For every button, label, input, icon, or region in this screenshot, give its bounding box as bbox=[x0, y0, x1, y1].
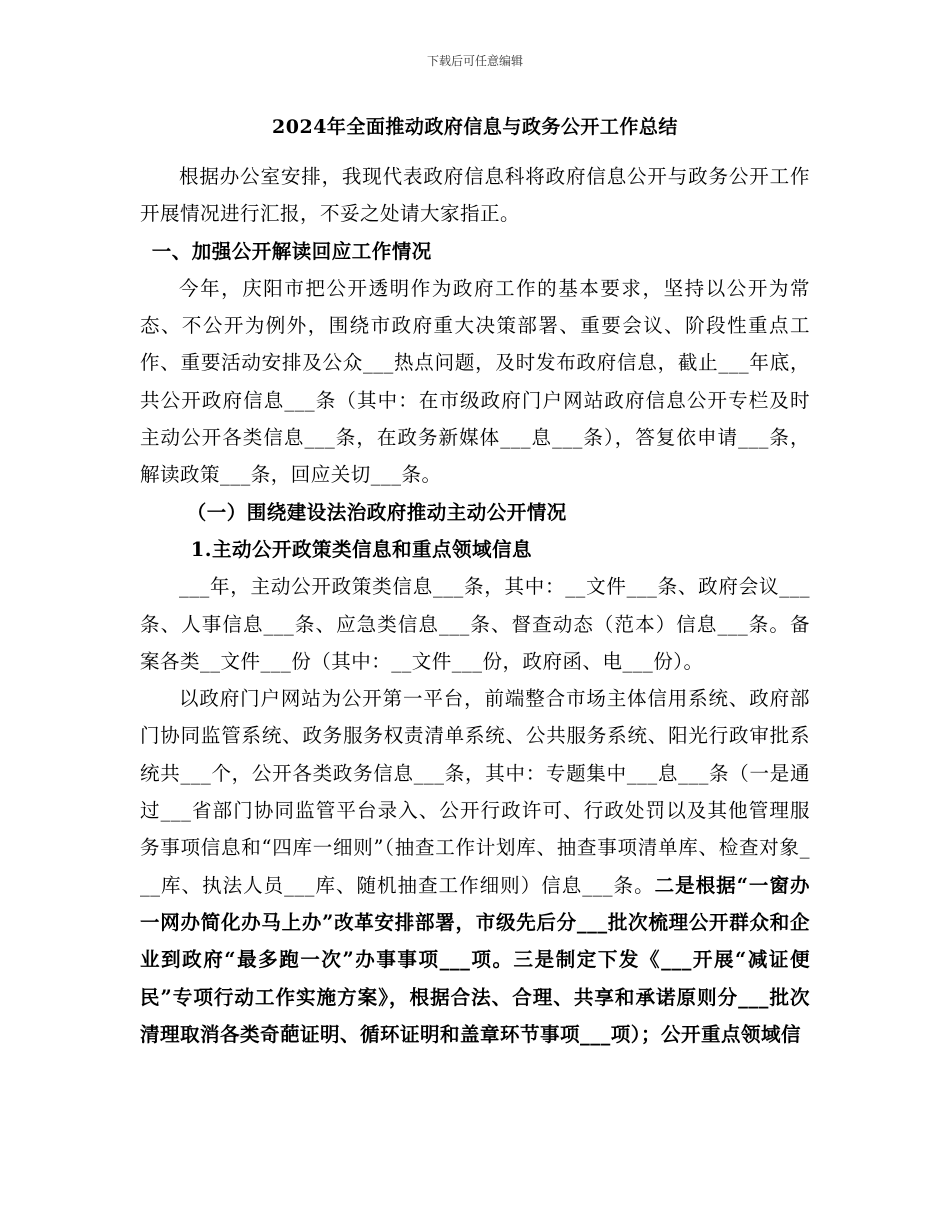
platform-paragraph-tail: 公开重点领域信 bbox=[661, 1022, 802, 1046]
section-1-paragraph: 今年，庆阳市把公开透明作为政府工作的基本要求，坚持以公开为常态、不公开为例外，围绕市政府重大决策部署、重要会议、阶段性重点工作、重要活动安排及公众___热点问题，及时发布政府信息，截止___年底，共公开政府信息___条（其中：在市级政府门户网站政府信息公开专栏及时主动公开各类信息___条，在政务新媒体___息___条），答复依申请___条，解读政策___条，回应关切___条。 bbox=[140, 276, 810, 487]
header-note: 下载后可任意编辑 bbox=[426, 54, 523, 68]
platform-paragraph-bold: 二是根据“一窗办一网办简化办马上办”改革安排部署，市级先后分___批次梳理公开群众和企业到政府“最多跑一次”办事事项___项。三是制定下发《___开展“减证便民”专项行动工作实施方案》，根据合法、合理、共享和承诺原则分___批次清理取消各类奇葩证明、循环证明和盖章环节事项___项）； bbox=[140, 873, 810, 1046]
section-heading-1: 一、加强公开解读回应工作情况 bbox=[151, 239, 432, 263]
item-heading: 1.主动公开政策类信息和重点领域信息 bbox=[190, 537, 533, 561]
document-body bbox=[140, 158, 810, 1053]
document-title: 2024年全面推动政府信息与政务公开工作总结 bbox=[272, 116, 678, 138]
platform-paragraph bbox=[140, 680, 810, 1053]
item-paragraph: ___年，主动公开政策类信息___条，其中：__文件___条、政府会议___条、人事信息___条、应急类信息___条、督查动态（范本）信息___条。备案各类__文件___份（其中：__文件___份，政府函、电___份）。 bbox=[140, 575, 810, 673]
subsection-heading: （一）围绕建设法治政府推动主动公开情况 bbox=[186, 500, 567, 524]
platform-paragraph-normal: 以政府门户网站为公开第一平台，前端整合市场主体信用系统、政府部门协同监管系统、政务服务权责清单系统、公共服务系统、阳光行政审批系统共___个，公开各类政务信息___条，其中：专题集中___息___条（一是通过___省部门协同监管平台录入、公开行政许可、行政处罚以及其他管理服务事项信息和“四库一细则”（抽查工作计划库、抽查事项清单库、检查对象___库、执法人员___库、随机抽查工作细则）信息___条。 bbox=[140, 687, 810, 897]
intro-paragraph: 根据办公室安排，我现代表政府信息科将政府信息公开与政务公开工作开展情况进行汇报，不妥之处请大家指正。 bbox=[140, 165, 810, 226]
